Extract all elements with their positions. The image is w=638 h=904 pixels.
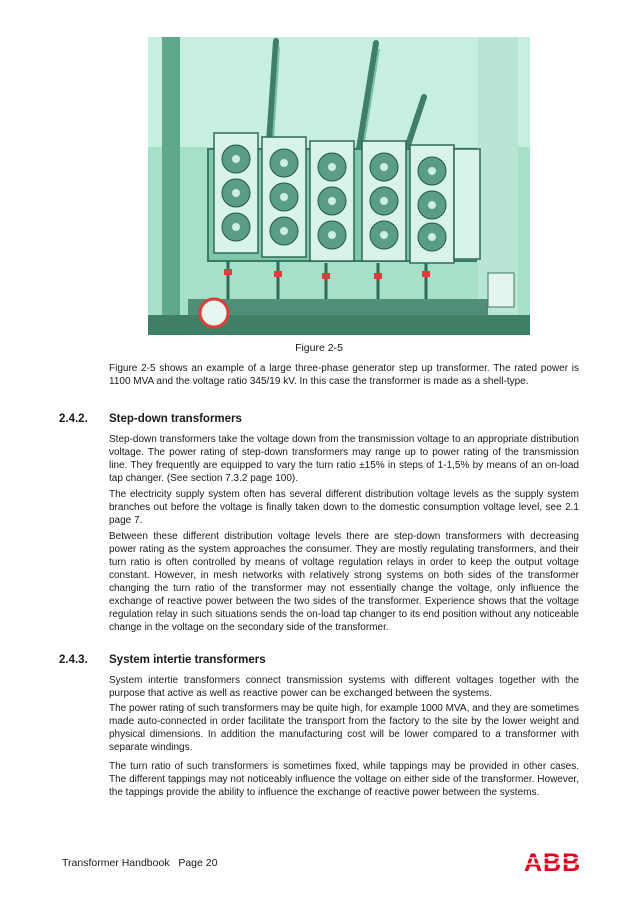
section-title: Step-down transformers bbox=[109, 413, 242, 425]
paragraph: Between these different distribution voltage levels there are step-down transformers with decreasing power rating as the system approaches the consumer. They are mostly regulating transformers, and their turn ratio is often controlled by means of voltage regulation relays in order to keep the output voltage constant. However, in mesh networks with relatively strong systems on both sides of the transformer changing the turn ratio of the transformer may not essentially change the voltage, only influence the exchange of reactive power between the two sides of the transformer. Experience shows that the voltage regulation relay in such situations sends the on-load tap changer to its end position without any noticeable change in the voltage on the secondary side of the transformer. bbox=[109, 531, 579, 633]
paragraph: The power rating of such transformers may be quite high, for example 1000 MVA, and they are sometimes made auto-connected in order facilitate the transport from the factory to the site by the lower weight and physical dimensions. In addition the manufacturing cost will be lower compared to a transformer with separate windings. bbox=[109, 703, 579, 753]
figure-description: Figure 2-5 shows an example of a large three-phase generator step up transformer. The rated power is 1100 MVA and the voltage ratio 345/19 kV. In this case the transformer is made as a shell-type. bbox=[109, 363, 579, 387]
section-number: 2.4.2. bbox=[59, 413, 88, 425]
paragraph: System intertie transformers connect transmission systems with different voltages together with the purpose that active as well as reactive power can be exchanged between the systems. bbox=[109, 675, 579, 699]
section-heading bbox=[59, 654, 266, 666]
paragraph: The turn ratio of such transformers is sometimes fixed, while tappings may be provided in other cases. The different tappings may not noticeably influence the voltage on either side of the transformer. However, the tappings provide the ability to influence the exchange of reactive power between the systems. bbox=[109, 761, 579, 798]
section-title: System intertie transformers bbox=[109, 654, 266, 666]
section-heading bbox=[59, 413, 242, 425]
paragraph: The electricity supply system often has several different distribution voltage levels as the supply system branches out before the voltage is finally taken down to the domestic consumption voltage level, see 2.1 page 7. bbox=[109, 489, 579, 526]
section-number: 2.4.3. bbox=[59, 654, 88, 666]
footer-book-title: Transformer Handbook bbox=[62, 857, 170, 869]
transformer-photo bbox=[148, 37, 530, 335]
abb-logo bbox=[524, 850, 580, 879]
figure-caption: Figure 2-5 bbox=[295, 342, 343, 354]
page-footer bbox=[62, 857, 217, 869]
footer-page-number: Page 20 bbox=[178, 857, 218, 869]
paragraph: Step-down transformers take the voltage down from the transmission voltage to an appropriate distribution voltage. The power rating of step-down transformers may range up to power rating of the transmission line. They frequently are equipped to vary the turn ratio ±15% in steps of 1-1,5% by means of an on-load tap changer. (See section 7.3.2 page 100). bbox=[109, 434, 579, 484]
svg-text:ABB: ABB bbox=[524, 850, 580, 874]
